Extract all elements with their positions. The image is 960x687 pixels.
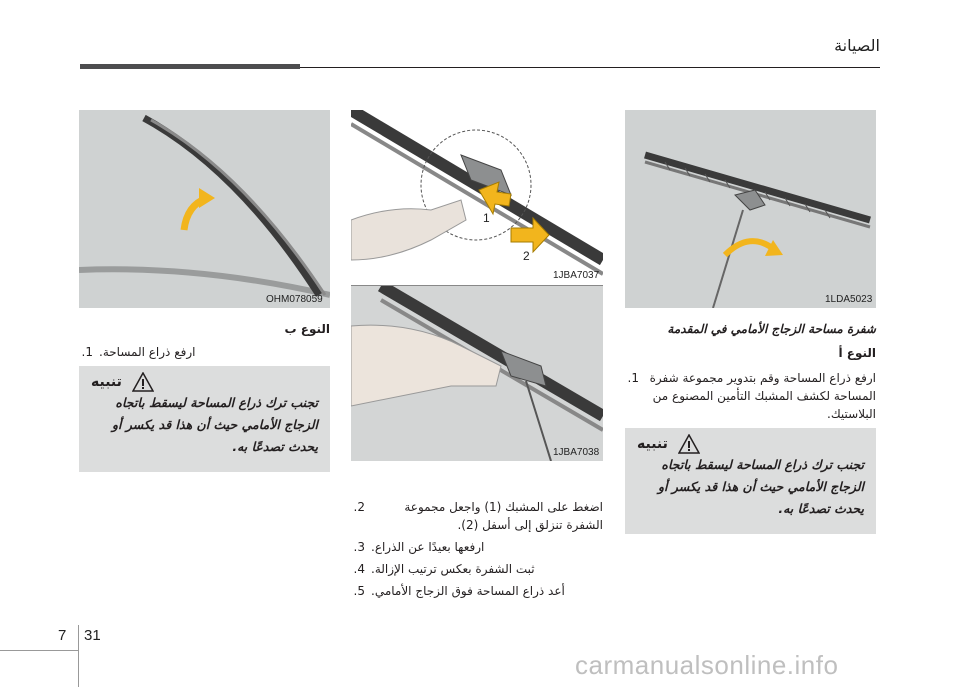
step-number: 1. [627,371,639,385]
callout-2: 2 [523,249,530,263]
step-number: 3. [353,540,365,554]
figure-code: 1JBA7038 [553,447,600,458]
step-text: أعد ذراع المساحة فوق الزجاج الأمامي. [371,584,565,598]
footer-divider [78,625,79,687]
warning-triangle-icon [678,434,700,454]
type-b-heading: النوع ب [284,322,330,336]
step-item [351,560,603,578]
figure-code: 1JBA7037 [553,270,600,281]
figure-blade-remove [351,286,603,461]
figure-code: OHM078059 [266,294,323,305]
section-title: الصيانة [834,36,880,55]
step-text: ثبت الشفرة بعكس ترتيب الإزالة. [371,562,535,576]
caution-box [79,366,330,472]
caution-title: تنبيه [91,374,122,390]
caution-title: تنبيه [637,436,668,452]
figure-code: 1LDA5023 [825,294,873,305]
caution-text: تجنب ترك ذراع المساحة ليسقط باتجاه الزجاج الأمامي حيث أن هذا قد يكسر أو يحدث تصدعًا به. [112,395,318,454]
step-item [351,582,603,600]
step-text: ارفع ذراع المساحة. [99,345,196,359]
step-number: 1. [81,345,93,359]
figure-clip-press [351,110,603,284]
subsection-title: شفرة مساحة الزجاج الأمامي في المقدمة [667,322,876,336]
step-item [351,538,603,556]
step-item [79,343,330,361]
lift-arm-illustration [79,110,330,308]
step-number: 5. [353,584,365,598]
step-number: 4. [353,562,365,576]
step-item [625,369,876,423]
type-b-steps [79,343,330,361]
step-number: 2. [353,500,365,514]
type-a-steps [625,369,876,423]
footer-rule [0,650,78,651]
figure-wiper-rotate [625,110,876,308]
callout-1: 1 [483,211,490,225]
caution-box [625,428,876,534]
step-text: اضغط على المشبك (1) واجعل مجموعة الشفرة تنزلق إلى أسفل (2). [404,500,603,532]
steps-continued [351,498,603,600]
caution-text: تجنب ترك ذراع المساحة ليسقط باتجاه الزجاج الأمامي حيث أن هذا قد يكسر أو يحدث تصدعًا به. [658,457,864,516]
caution-header [637,434,864,454]
page-number: 31 [84,627,101,644]
step-item [351,498,603,534]
figure-lift-arm [79,110,330,308]
wiper-blade-illustration [625,110,876,308]
header-rule-accent [80,64,300,69]
watermark: carmanualsonline.info [575,650,839,680]
blade-remove-illustration [351,286,603,461]
warning-triangle-icon [132,372,154,392]
clip-press-illustration [351,110,603,284]
caution-header [91,372,318,392]
type-a-heading: النوع أ [838,346,876,360]
step-text: ارفع ذراع المساحة وقم بتدوير مجموعة شفرة المساحة لكشف المشبك التأمين المصنوع من البلاستيك. [649,371,876,421]
chapter-number: 7 [58,627,67,644]
step-text: ارفعها بعيدًا عن الذراع. [371,540,485,554]
